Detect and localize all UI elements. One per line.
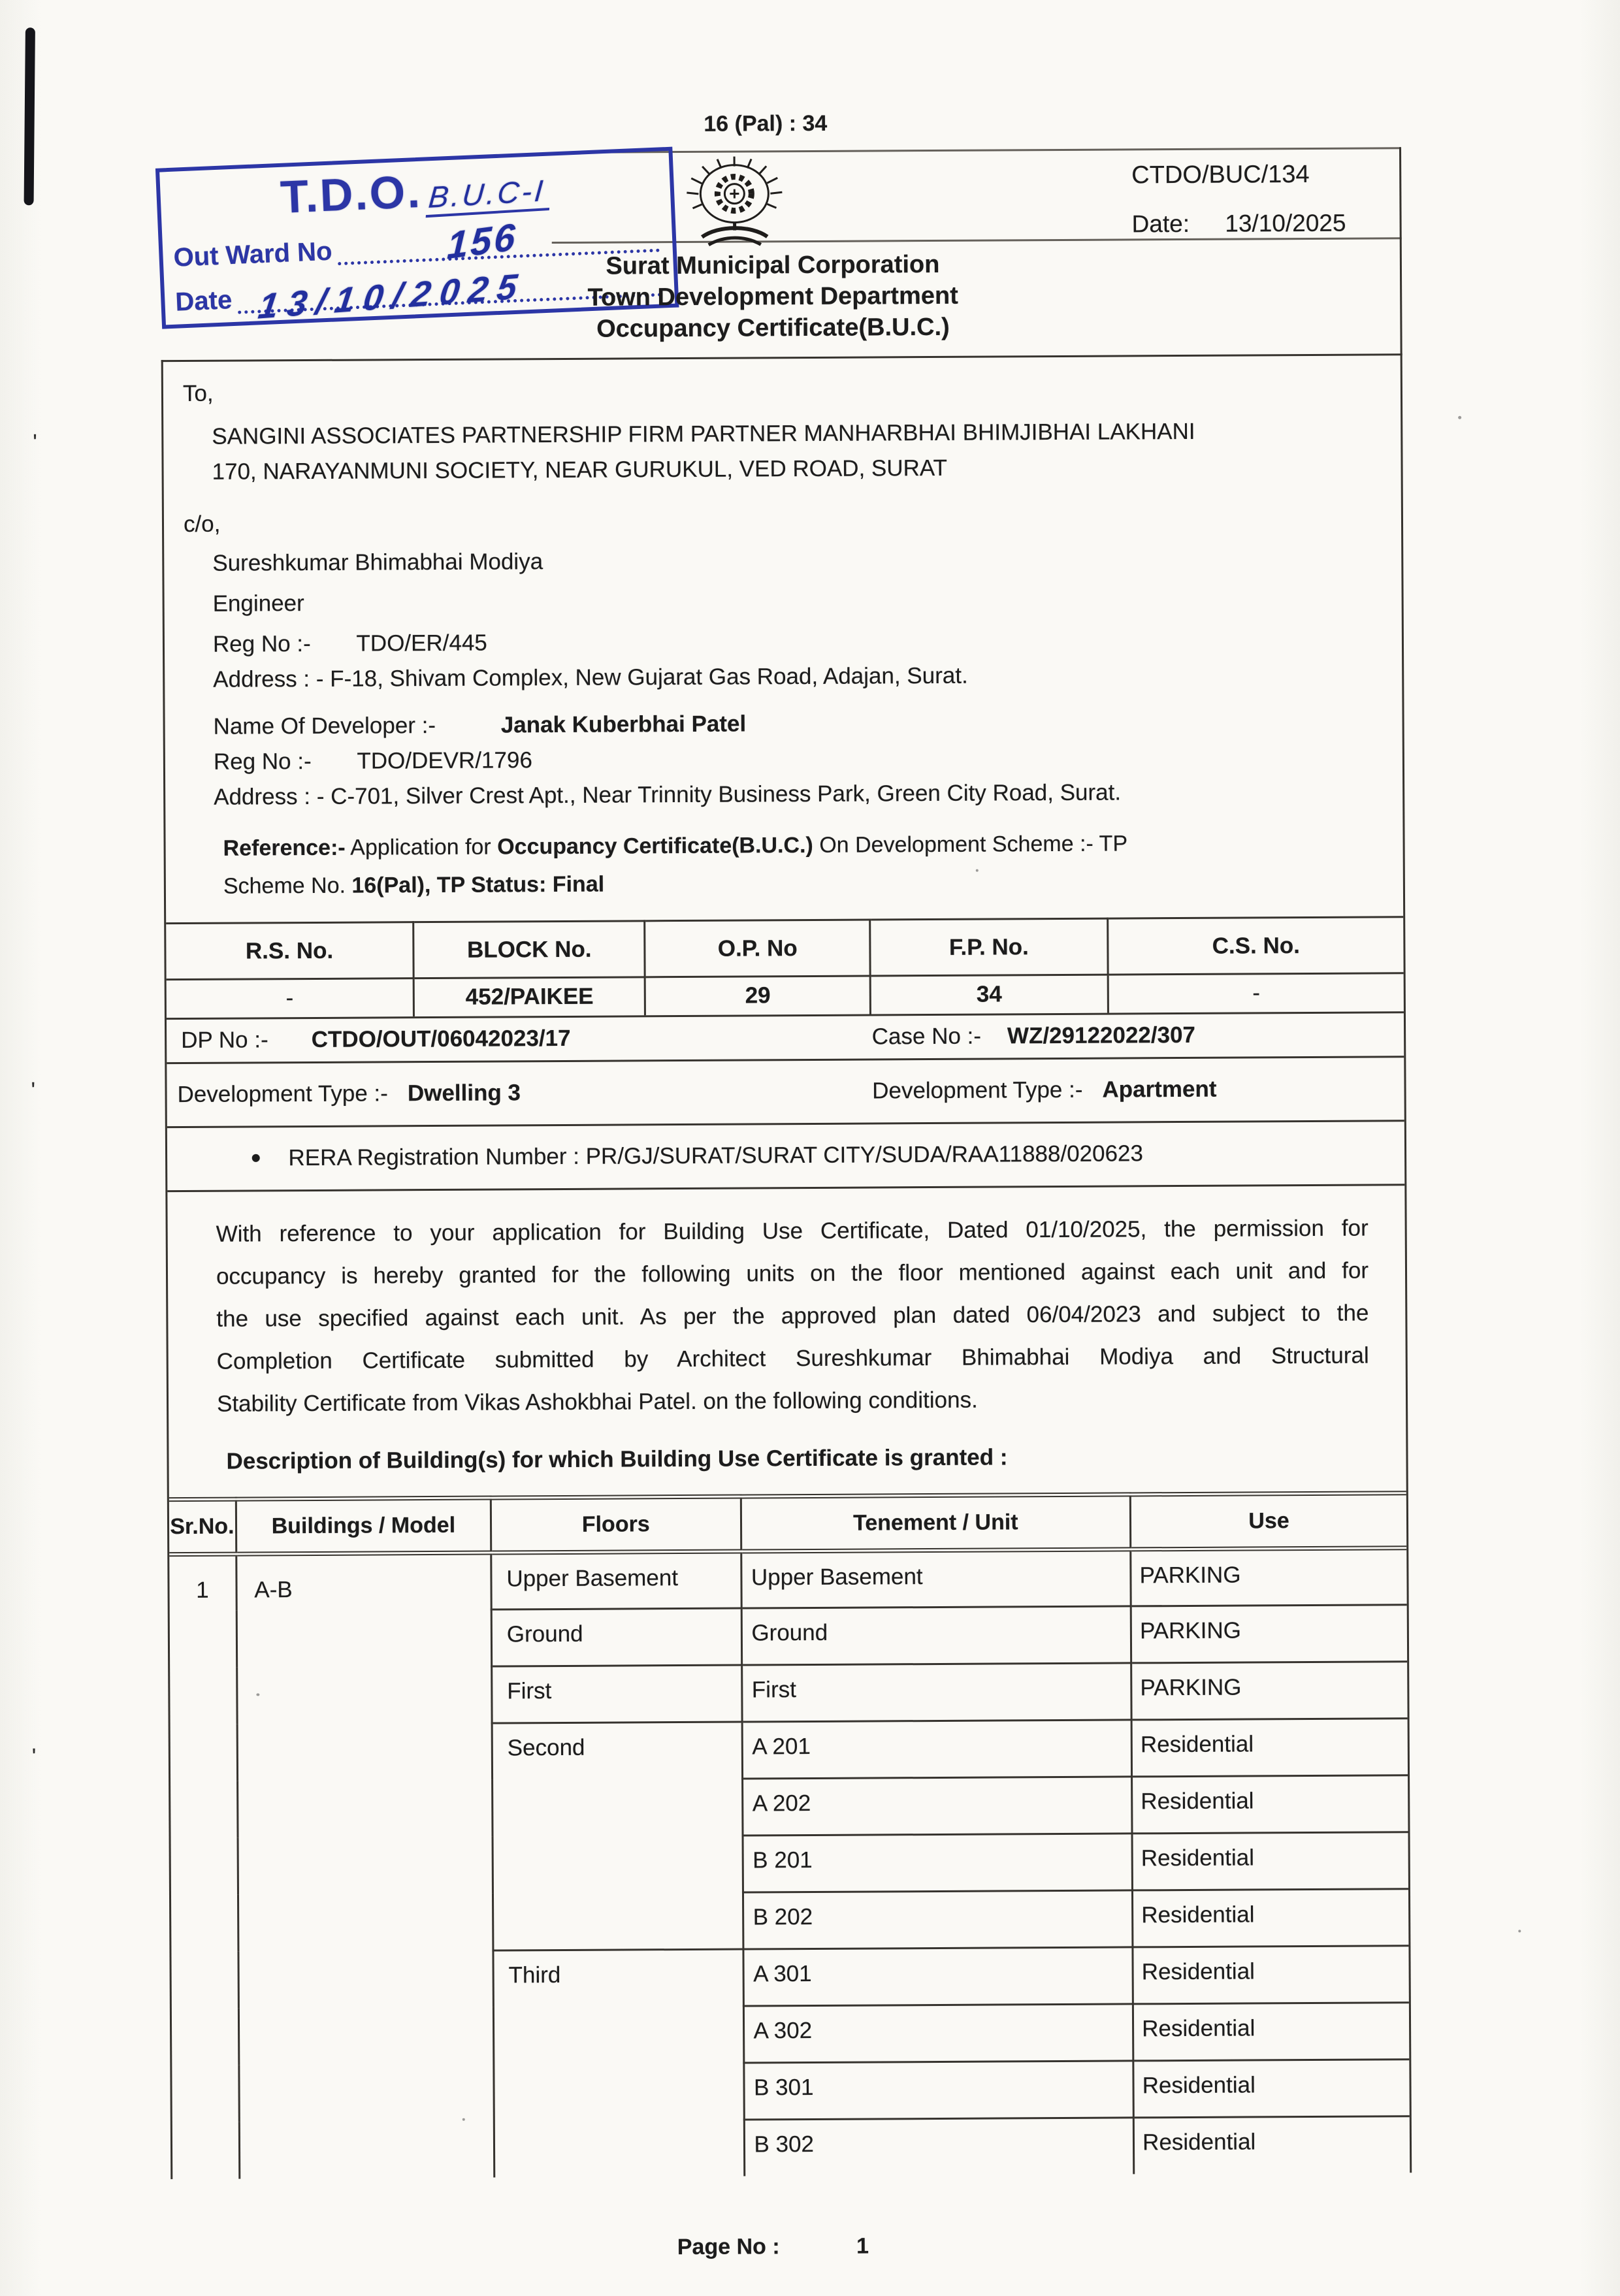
stamp-handwritten-buc: B.U.C-I — [425, 172, 552, 218]
grant-paragraph-line: the use specified against each unit. As per the approved plan dated 06/04/2023 and subject to the — [216, 1291, 1369, 1340]
scan-tick-artifact: ' — [31, 1078, 35, 1103]
scan-tick-artifact: ' — [33, 430, 37, 455]
col-header-use: Use — [1130, 1493, 1406, 1549]
unit-cell: B 201 — [743, 1833, 1133, 1892]
stamp-handwritten-date: 13/10/2025 — [257, 272, 528, 321]
building-model-cell: A-B — [236, 1553, 494, 2179]
reference-line-2 — [223, 862, 1171, 905]
scan-tick-artifact: ' — [32, 1744, 37, 1770]
floor-cell: Third — [493, 1949, 744, 2178]
dp-case-row — [167, 1011, 1404, 1062]
engineer-reg-row — [213, 624, 1369, 660]
unit-cell: First — [741, 1662, 1131, 1721]
page-footer — [677, 2234, 869, 2261]
grant-paragraph-line: Completion Certificate submitted by Architect Sureshkumar Bhimabhai Modiya and Structural — [217, 1334, 1369, 1382]
co-label: c/o, — [184, 504, 1369, 540]
developer-reg-label: Reg No :- — [214, 749, 312, 775]
addressee-section — [163, 355, 1403, 922]
col-header-cs-no: C.S. No. — [1107, 917, 1403, 975]
building-table-header-row — [169, 1493, 1406, 1554]
unit-cell: B 302 — [744, 2117, 1134, 2176]
use-cell: Residential — [1133, 1945, 1409, 2003]
page-no-label: Page No : — [677, 2234, 780, 2259]
engineer-name: Sureshkumar Bhimabhai Modiya — [212, 543, 1369, 579]
unit-cell: Ground — [741, 1606, 1131, 1664]
reference-scheme-bold: 16(Pal), TP Status: Final — [351, 872, 604, 898]
developer-name: Janak Kuberbhai Patel — [501, 711, 747, 738]
developer-name-row — [214, 706, 1370, 742]
reference-text: Scheme No. — [223, 873, 352, 899]
col-header-sr-no: Sr.No. — [169, 1499, 236, 1555]
grant-paragraph-line: occupancy is hereby granted for the following units on the floor mentioned against each unit and for — [216, 1249, 1369, 1297]
case-no-label: Case No :- — [872, 1024, 981, 1050]
building-use-table — [169, 1491, 1410, 2179]
engineer-reg-label: Reg No :- — [213, 631, 311, 657]
col-header-floors: Floors — [491, 1496, 741, 1553]
unit-cell: A 302 — [743, 2003, 1133, 2062]
fp-no-value: 34 — [870, 975, 1108, 1014]
unit-cell: A 201 — [742, 1719, 1132, 1778]
reference-cert-bold: Occupancy Certificate(B.U.C.) — [497, 833, 813, 860]
recipient-address: 170, NARAYANMUNI SOCIETY, NEAR GURUKUL, VED ROAD, SURAT — [212, 451, 1368, 487]
col-header-op-no: O.P. No — [645, 920, 870, 977]
development-type-right-label: Development Type :- — [872, 1077, 1083, 1105]
col-header-buildings-model: Buildings / Model — [236, 1498, 491, 1554]
survey-numbers-table — [166, 916, 1404, 1017]
development-type-right-group — [872, 1076, 1217, 1105]
case-no-group — [872, 1022, 1195, 1050]
tp-scheme-ref: 16 (Pal) : 34 — [635, 110, 896, 137]
stamp-handwritten-outward-no: 156 — [446, 223, 518, 261]
unit-cell: B 301 — [743, 2060, 1133, 2119]
org-name: Surat Municipal Corporation — [518, 248, 1028, 282]
dp-no-label: DP No :- — [181, 1027, 268, 1054]
col-header-block-no: BLOCK No. — [413, 921, 645, 978]
stamp-outward-label: Out Ward No — [173, 237, 333, 272]
header-right-border — [1399, 147, 1402, 355]
col-header-tenement-unit: Tenement / Unit — [741, 1494, 1131, 1551]
stamp-date-label: Date — [175, 285, 233, 317]
smc-emblem-logo — [682, 154, 787, 253]
page-no-value: 1 — [856, 2234, 869, 2259]
stamp-title: T.D.O. — [280, 166, 423, 223]
reference-block — [223, 824, 1171, 905]
dept-name: Town Development Department — [518, 280, 1028, 314]
developer-name-label: Name Of Developer :- — [214, 713, 436, 739]
grant-paragraph-line: Stability Certificate from Vikas Ashokbhai Patel. on the following conditions. — [217, 1376, 1369, 1425]
cs-no-value: - — [1108, 973, 1404, 1012]
recipient-name: SANGINI ASSOCIATES PARTNERSHIP FIRM PARTNER MANHARBHAI BHIMJIBHAI LAKHANI — [212, 416, 1368, 452]
developer-reg-row — [214, 741, 1370, 777]
dp-no-value: CTDO/OUT/06042023/17 — [312, 1026, 571, 1053]
use-cell: Residential — [1132, 1832, 1408, 1890]
block-no-value: 452/PAIKEE — [413, 977, 645, 1016]
use-cell: Residential — [1133, 2059, 1410, 2117]
floor-cell: Upper Basement — [491, 1551, 741, 1609]
unit-cell: A 202 — [742, 1776, 1132, 1835]
letterhead-ref-no: CTDO/BUC/134 — [1131, 161, 1346, 190]
development-type-row — [167, 1056, 1404, 1126]
unit-cell: Upper Basement — [741, 1549, 1131, 1608]
use-cell: Residential — [1133, 2002, 1409, 2060]
use-cell: Residential — [1133, 2116, 1410, 2174]
grant-paragraph-section — [167, 1184, 1406, 1497]
rera-registration-text: RERA Registration Number : PR/GJ/SURAT/SURAT CITY/SUDA/RAA11888/020623 — [288, 1140, 1143, 1171]
reference-label: Reference:- — [223, 835, 346, 861]
developer-address: Address : - C-701, Silver Crest Apt., Near Trinnity Business Park, Green City Road, Surat. — [214, 777, 1370, 813]
use-cell: PARKING — [1131, 1661, 1408, 1719]
description-heading: Description of Building(s) for which Building Use Certificate is granted : — [226, 1442, 1369, 1474]
reference-text: Application for — [346, 835, 498, 860]
use-cell: Residential — [1132, 1775, 1408, 1833]
survey-values-row — [167, 973, 1404, 1018]
letterhead-org-block — [518, 248, 1028, 345]
reference-text: On Development Scheme :- TP — [813, 831, 1127, 858]
engineer-role: Engineer — [213, 583, 1369, 619]
scan-ink-stroke-artifact — [24, 27, 35, 205]
use-cell: PARKING — [1131, 1604, 1407, 1662]
case-no-value: WZ/29122022/307 — [1007, 1022, 1195, 1050]
use-cell: Residential — [1131, 1718, 1408, 1776]
certificate-title: Occupancy Certificate(B.U.C.) — [518, 311, 1028, 345]
development-type-left-value: Dwelling 3 — [408, 1080, 521, 1107]
to-label: To, — [183, 373, 1368, 409]
col-header-fp-no: F.P. No. — [870, 918, 1108, 976]
sr-no-cell: 1 — [169, 1554, 239, 2180]
scan-speckle — [1518, 1930, 1521, 1932]
rs-no-value: - — [167, 978, 414, 1018]
op-no-value: 29 — [645, 976, 871, 1015]
table-row — [169, 1547, 1406, 1611]
reference-line-1 — [223, 824, 1170, 867]
development-type-right-value: Apartment — [1102, 1076, 1216, 1103]
bullet-icon: • — [251, 1144, 261, 1172]
header-rule-top — [563, 147, 1401, 154]
letterhead-ref-block — [1131, 161, 1346, 238]
engineer-address: Address : - F-18, Shivam Complex, New Gujarat Gas Road, Adajan, Surat. — [213, 659, 1369, 695]
header-rule-middle — [552, 237, 1402, 244]
letterhead-date-label: Date: — [1132, 210, 1190, 237]
survey-header-row — [166, 917, 1403, 980]
use-cell: Residential — [1133, 1888, 1409, 1947]
certificate-body — [161, 353, 1412, 2179]
grant-paragraph-line: With reference to your application for Building Use Certificate, Dated 01/10/2025, the permission for — [216, 1206, 1369, 1255]
letterhead-date-value: 13/10/2025 — [1225, 210, 1346, 237]
use-cell: PARKING — [1131, 1547, 1407, 1606]
floor-cell: Second — [492, 1722, 743, 1950]
floor-cell: Ground — [491, 1608, 741, 1666]
unit-cell: A 301 — [743, 1947, 1133, 2005]
floor-cell: First — [492, 1665, 742, 1723]
engineer-reg-value: TDO/ER/445 — [356, 630, 487, 656]
development-type-left-label: Development Type :- — [177, 1080, 388, 1108]
unit-cell: B 202 — [743, 1890, 1133, 1948]
rera-row — [167, 1120, 1404, 1190]
scan-speckle — [1458, 416, 1461, 419]
developer-reg-value: TDO/DEVR/1796 — [357, 747, 532, 773]
col-header-rs-no: R.S. No. — [166, 922, 413, 980]
